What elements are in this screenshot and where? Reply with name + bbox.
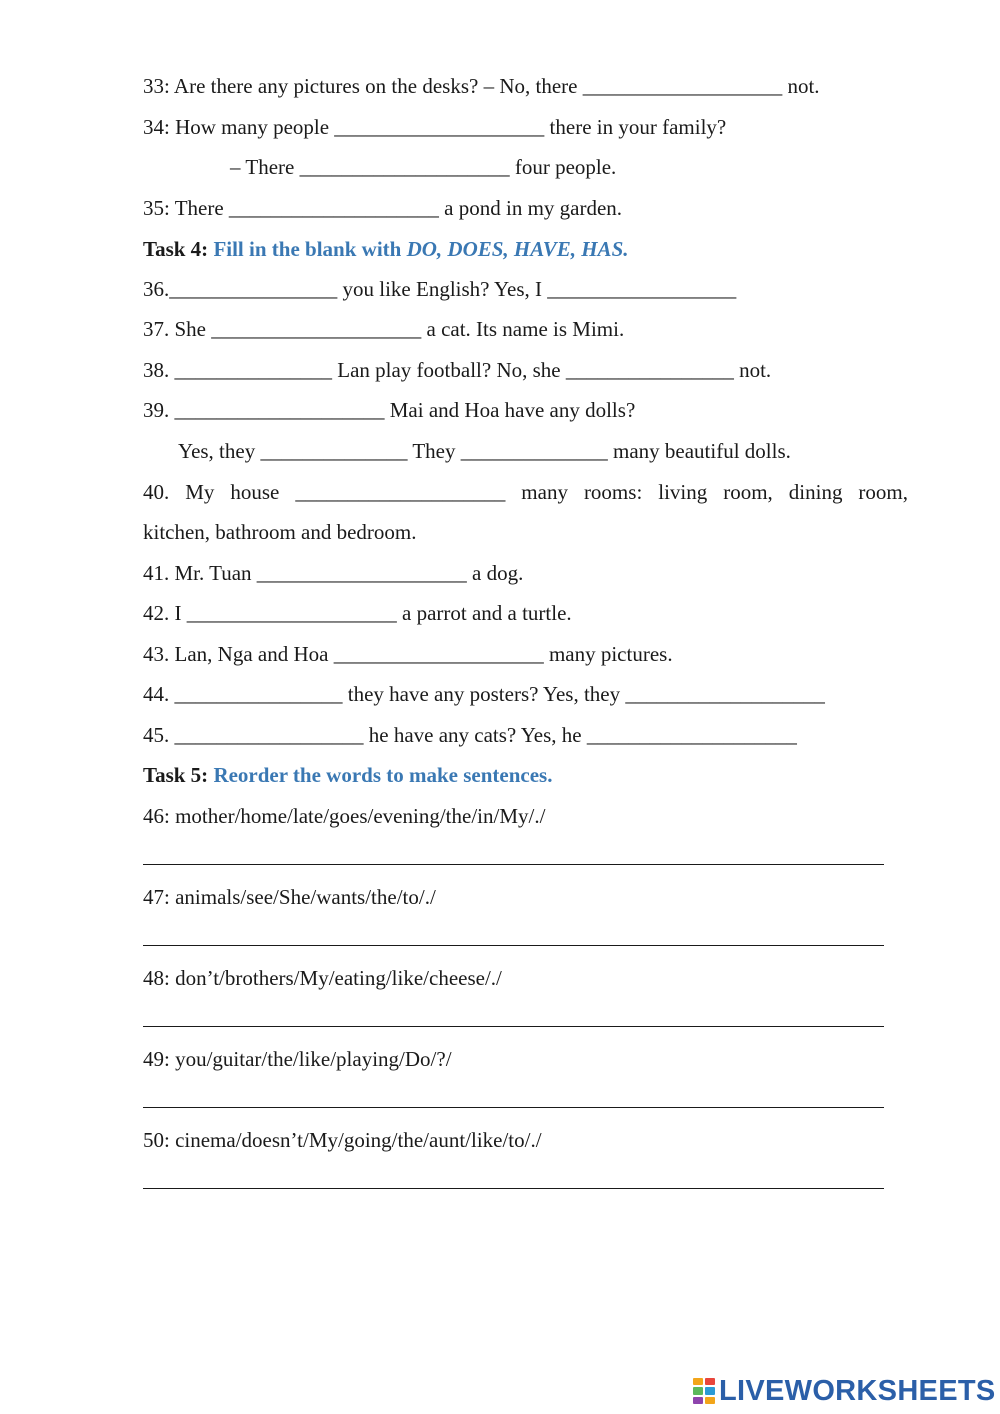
question-49: 49: you/guitar/the/like/playing/Do/?/	[143, 1047, 452, 1071]
liveworksheets-wordmark: LIVEWORKSHEETS	[719, 1374, 996, 1407]
task-4-keywords: DO, DOES, HAVE, HAS.	[406, 237, 629, 261]
task-5-heading	[143, 762, 552, 788]
task-5-title: Reorder the words to make sentences.	[213, 763, 553, 787]
question-34: 34: How many people ____________________ there in your family?	[143, 115, 727, 139]
question-50: 50: cinema/doesn’t/My/going/the/aunt/like/to/./	[143, 1128, 542, 1152]
question-42: 42. I ____________________ a parrot and a turtle.	[143, 601, 572, 625]
answer-line-46[interactable]	[143, 864, 884, 865]
question-46: 46: mother/home/late/goes/evening/the/in/My/./	[143, 804, 546, 828]
question-37: 37. She ____________________ a cat. Its name is Mimi.	[143, 317, 625, 341]
liveworksheets-brand	[693, 1374, 996, 1407]
liveworksheets-logo-icon	[693, 1378, 715, 1404]
task-4-label: Task 4:	[143, 237, 209, 261]
question-39-answer: Yes, they ______________ They ______________ many beautiful dolls.	[178, 439, 791, 463]
answer-line-49[interactable]	[143, 1107, 884, 1108]
question-35: 35: There ____________________ a pond in my garden.	[143, 196, 623, 220]
answer-line-50[interactable]	[143, 1188, 884, 1189]
question-40-continued: kitchen, bathroom and bedroom.	[143, 520, 417, 544]
answer-line-47[interactable]	[143, 945, 884, 946]
question-45: 45. __________________ he have any cats? Yes, he ____________________	[143, 723, 797, 747]
question-40: 40. My house ____________________ many rooms: living room, dining room,	[143, 480, 908, 504]
question-34-answer: – There ____________________ four people.	[230, 155, 617, 179]
answer-line-48[interactable]	[143, 1026, 884, 1027]
question-48: 48: don’t/brothers/My/eating/like/cheese/./	[143, 966, 502, 990]
task-5-label: Task 5:	[143, 763, 209, 787]
question-39: 39. ____________________ Mai and Hoa have any dolls?	[143, 398, 636, 422]
question-41: 41. Mr. Tuan ____________________ a dog.	[143, 561, 524, 585]
question-33: 33: Are there any pictures on the desks? – No, there ___________________ not.	[143, 74, 820, 98]
task-4-heading	[143, 236, 629, 262]
question-43: 43. Lan, Nga and Hoa ____________________ many pictures.	[143, 642, 673, 666]
task-4-title: Fill in the blank with	[213, 237, 402, 261]
question-38: 38. _______________ Lan play football? No, she ________________ not.	[143, 358, 772, 382]
question-47: 47: animals/see/She/wants/the/to/./	[143, 885, 436, 909]
question-36: 36.________________ you like English? Yes, I __________________	[143, 277, 737, 301]
question-44: 44. ________________ they have any posters? Yes, they ___________________	[143, 682, 825, 706]
